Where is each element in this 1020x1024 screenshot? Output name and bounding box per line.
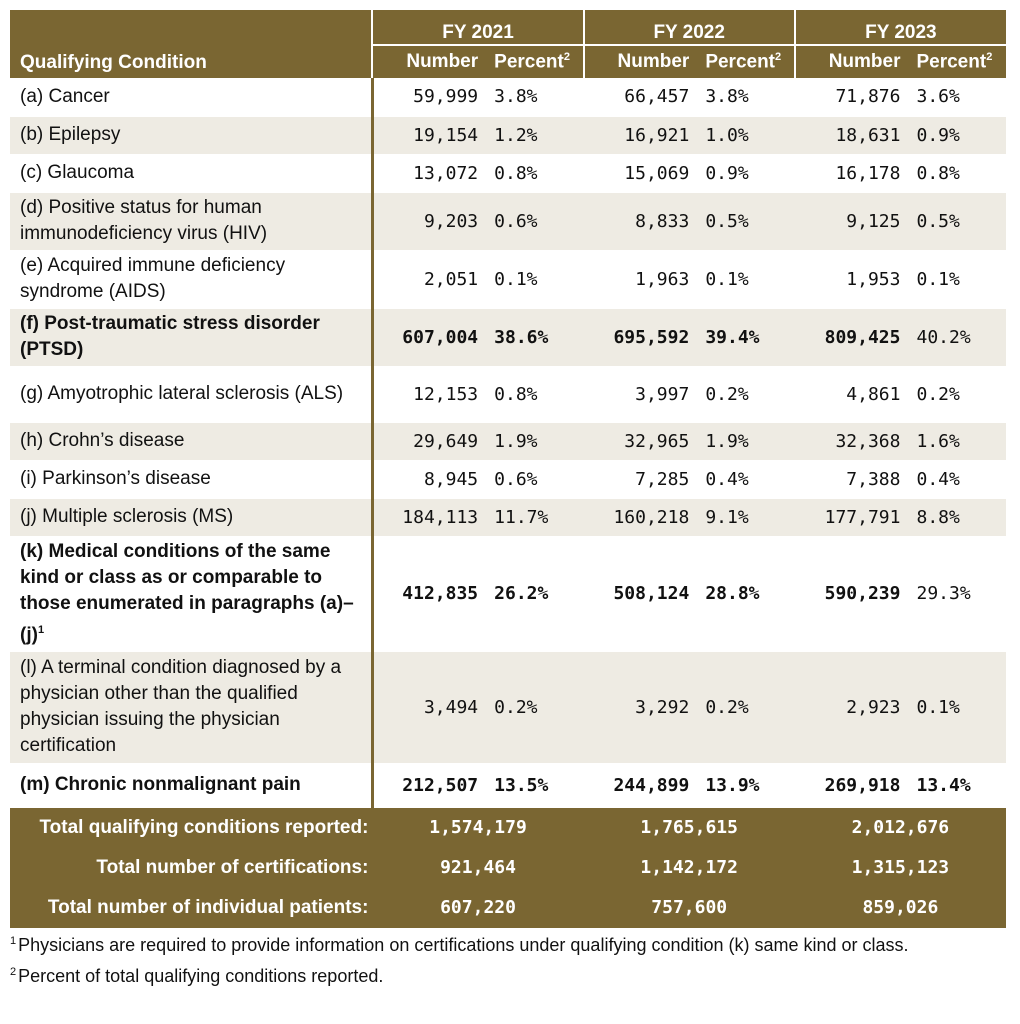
fy2023-percent: 29.3%: [908, 536, 1006, 651]
percent-header: [486, 45, 583, 78]
table-row-aids: [10, 250, 1006, 308]
footnote-2: [10, 959, 1010, 990]
fy2021-number: 59,999: [372, 78, 486, 116]
fy2021-number: 12,153: [372, 366, 486, 422]
fy2022-number: 32,965: [584, 422, 698, 460]
fy2021-number: 607,004: [372, 308, 486, 366]
footnote-1: [10, 928, 1010, 959]
fy2022-header: FY 2022: [584, 10, 795, 45]
header-row-years: [10, 10, 1006, 45]
fy2022-percent: 1.9%: [697, 422, 794, 460]
fy2021-total: 607,220: [372, 888, 583, 928]
fy2022-number: 1,963: [584, 250, 698, 308]
condition-label: (k) Medical conditions of the same kind or class as or comparable to those enumerated in paragraphs (a)–(j): [20, 540, 354, 646]
condition-label: (m) Chronic nonmalignant pain: [10, 763, 372, 807]
fy2023-percent: 0.1%: [908, 250, 1006, 308]
fy2022-number: 8,833: [584, 192, 698, 250]
fy2023-percent: 0.1%: [908, 651, 1006, 763]
fy2021-percent: 0.6%: [486, 460, 583, 498]
condition-label: (f) Post-traumatic stress disorder (PTSD): [10, 308, 372, 366]
footnote-1-mark: 1: [10, 935, 17, 947]
fy2021-percent: 1.2%: [486, 116, 583, 154]
fy2023-number: 1,953: [795, 250, 909, 308]
fy2023-number: 7,388: [795, 460, 909, 498]
footnote-mark-1: 1: [37, 623, 45, 636]
table-row-parkinsons: [10, 460, 1006, 498]
fy2023-percent: 0.9%: [908, 116, 1006, 154]
fy2022-percent: 0.2%: [697, 651, 794, 763]
fy2021-number: 19,154: [372, 116, 486, 154]
number-header-label: Number: [406, 51, 479, 72]
fy2022-percent: 0.2%: [697, 366, 794, 422]
fy2022-total: 1,142,172: [584, 848, 795, 888]
percent-header-label: Percent: [916, 51, 987, 73]
condition-label: (l) A terminal condition diagnosed by a physician other than the qualified physician issuing the physician certification: [10, 651, 372, 763]
condition-label: (d) Positive status for human immunodeficiency virus (HIV): [10, 192, 372, 250]
fy2021-number: 412,835: [372, 536, 486, 651]
fy2023-number: 177,791: [795, 498, 909, 536]
percent-footnote-mark: 2: [986, 50, 993, 63]
fy2022-number: 244,899: [584, 763, 698, 807]
table-row-crohns: [10, 422, 1006, 460]
fy2022-percent: 13.9%: [697, 763, 794, 807]
fy2021-header: FY 2021: [372, 10, 583, 45]
fy2022-percent: 3.8%: [697, 78, 794, 116]
percent-footnote-mark: 2: [563, 50, 570, 63]
fy2022-number: 3,292: [584, 651, 698, 763]
condition-label: (b) Epilepsy: [10, 116, 372, 154]
fy2022-percent: 9.1%: [697, 498, 794, 536]
fy2021-percent: 0.2%: [486, 651, 583, 763]
table-row-als: [10, 366, 1006, 422]
fy2022-percent: 0.5%: [697, 192, 794, 250]
number-header: [372, 45, 486, 78]
fy2022-number: 3,997: [584, 366, 698, 422]
fy2021-number: 212,507: [372, 763, 486, 807]
fy2023-total: 859,026: [795, 888, 1006, 928]
fy2021-percent: 1.9%: [486, 422, 583, 460]
fy2023-total: 2,012,676: [795, 807, 1006, 848]
condition-label: (e) Acquired immune deficiency syndrome (AIDS): [10, 250, 372, 308]
total-label: Total number of certifications:: [10, 848, 372, 888]
number-header: [584, 45, 698, 78]
fy2023-percent: 3.6%: [908, 78, 1006, 116]
fy2021-percent: 11.7%: [486, 498, 583, 536]
fy2022-number: 7,285: [584, 460, 698, 498]
qualifying-condition-header: Qualifying Condition: [10, 10, 372, 78]
fy2023-number: 269,918: [795, 763, 909, 807]
fy2023-number: 9,125: [795, 192, 909, 250]
fy2021-number: 2,051: [372, 250, 486, 308]
fy2023-percent: 1.6%: [908, 422, 1006, 460]
condition-label: (g) Amyotrophic lateral sclerosis (ALS): [10, 366, 372, 422]
table-row-same-kind: [10, 536, 1006, 651]
fy2022-percent: 0.1%: [697, 250, 794, 308]
fy2023-number: 4,861: [795, 366, 909, 422]
table-row-terminal: [10, 651, 1006, 763]
condition-label-cell: [10, 536, 372, 651]
fy2023-number: 16,178: [795, 154, 909, 192]
fy2023-number: 32,368: [795, 422, 909, 460]
footnote-2-text: Percent of total qualifying conditions reported.: [18, 966, 384, 986]
fy2022-number: 695,592: [584, 308, 698, 366]
table-row-cancer: [10, 78, 1006, 116]
fy2021-number: 29,649: [372, 422, 486, 460]
fy2021-percent: 0.1%: [486, 250, 583, 308]
fy2023-number: 809,425: [795, 308, 909, 366]
table-row-epilepsy: [10, 116, 1006, 154]
fy2021-number: 3,494: [372, 651, 486, 763]
fy2022-total: 757,600: [584, 888, 795, 928]
fy2023-number: 71,876: [795, 78, 909, 116]
total-row-certifications: [10, 848, 1006, 888]
fy2023-header: FY 2023: [795, 10, 1006, 45]
fy2021-number: 9,203: [372, 192, 486, 250]
number-header-label: Number: [617, 51, 690, 72]
fy2023-percent: 13.4%: [908, 763, 1006, 807]
percent-footnote-mark: 2: [775, 50, 782, 63]
fy2021-number: 8,945: [372, 460, 486, 498]
table-row-ms: [10, 498, 1006, 536]
fy2022-percent: 28.8%: [697, 536, 794, 651]
total-label: Total qualifying conditions reported:: [10, 807, 372, 848]
fy2023-percent: 0.5%: [908, 192, 1006, 250]
fy2021-percent: 3.8%: [486, 78, 583, 116]
total-label: Total number of individual patients:: [10, 888, 372, 928]
fy2021-percent: 0.8%: [486, 154, 583, 192]
fy2021-total: 1,574,179: [372, 807, 583, 848]
fy2022-percent: 1.0%: [697, 116, 794, 154]
footnote-1-text: Physicians are required to provide information on certifications under qualifying condition (k) same kind or class.: [18, 935, 909, 955]
condition-label: (i) Parkinson’s disease: [10, 460, 372, 498]
fy2021-number: 13,072: [372, 154, 486, 192]
fy2022-percent: 0.9%: [697, 154, 794, 192]
fy2023-percent: 8.8%: [908, 498, 1006, 536]
fy2022-number: 16,921: [584, 116, 698, 154]
footnote-2-mark: 2: [10, 966, 17, 978]
percent-header-label: Percent: [494, 51, 564, 73]
fy2023-number: 18,631: [795, 116, 909, 154]
number-header-label: Number: [828, 51, 901, 72]
fy2021-percent: 13.5%: [486, 763, 583, 807]
fy2022-number: 160,218: [584, 498, 698, 536]
percent-header: [697, 45, 794, 78]
condition-label: (h) Crohn’s disease: [10, 422, 372, 460]
condition-label: (c) Glaucoma: [10, 154, 372, 192]
conditions-table: [10, 10, 1006, 928]
fy2023-number: 2,923: [795, 651, 909, 763]
table-row-glaucoma: [10, 154, 1006, 192]
total-row-patients: [10, 888, 1006, 928]
fy2021-percent: 0.6%: [486, 192, 583, 250]
total-row-conditions: [10, 807, 1006, 848]
fy2022-percent: 0.4%: [697, 460, 794, 498]
fy2022-percent: 39.4%: [697, 308, 794, 366]
fy2023-percent: 40.2%: [908, 308, 1006, 366]
table-row-chronic-pain: [10, 763, 1006, 807]
table-row-hiv: [10, 192, 1006, 250]
fy2022-number: 15,069: [584, 154, 698, 192]
condition-label: (j) Multiple sclerosis (MS): [10, 498, 372, 536]
footnotes: [10, 928, 1010, 990]
fy2023-total: 1,315,123: [795, 848, 1006, 888]
fy2022-total: 1,765,615: [584, 807, 795, 848]
fy2023-percent: 0.8%: [908, 154, 1006, 192]
number-header: [795, 45, 909, 78]
fy2022-number: 66,457: [584, 78, 698, 116]
fy2021-percent: 26.2%: [486, 536, 583, 651]
percent-header-label: Percent: [705, 51, 776, 73]
fy2021-total: 921,464: [372, 848, 583, 888]
fy2022-number: 508,124: [584, 536, 698, 651]
percent-header: [908, 45, 1006, 78]
fy2021-percent: 38.6%: [486, 308, 583, 366]
fy2021-percent: 0.8%: [486, 366, 583, 422]
fy2023-percent: 0.4%: [908, 460, 1006, 498]
fy2023-number: 590,239: [795, 536, 909, 651]
fy2021-number: 184,113: [372, 498, 486, 536]
condition-label: (a) Cancer: [10, 78, 372, 116]
fy2023-percent: 0.2%: [908, 366, 1006, 422]
table-row-ptsd: [10, 308, 1006, 366]
